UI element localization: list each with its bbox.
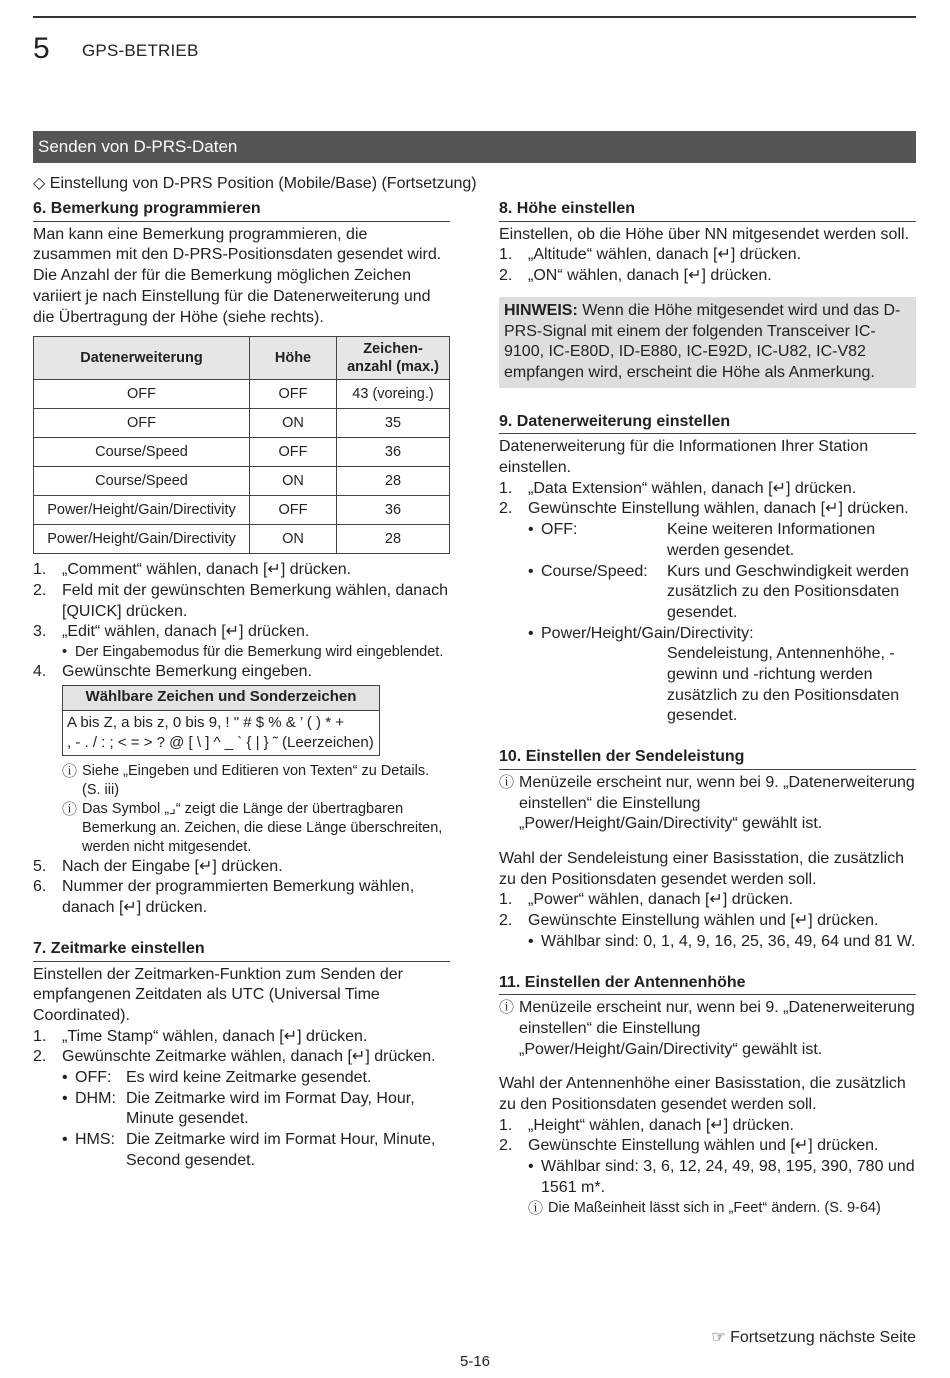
table-cell: OFF	[34, 409, 250, 438]
note: ⓘ Das Symbol „⌟“ zeigt die Länge der übertragbaren Bemerkung an. Zeichen, die diese Länge überschreiten, werden nicht mitgesendet.	[62, 800, 443, 855]
table-cell: OFF	[250, 438, 337, 467]
list-item: 3. „Edit“ wählen, danach [↵] drücken.	[33, 623, 310, 641]
left-column	[33, 199, 450, 1172]
table-cell: 36	[337, 496, 450, 525]
section-7-intro: Einstellen der Zeitmarken-Funktion zum Senden der empfangenen Zeitdaten als UTC (Universal Time Coordinated).	[33, 965, 403, 1024]
note: ⓘ Menüzeile erscheint nur, wenn bei 9. „Datenerweiterung einstellen“ die Einstellung „Power/Height/Gain/Directivity“ gewählt ist.	[499, 773, 916, 835]
section-9-intro: Datenerweiterung für die Informationen Ihrer Station einstellen.	[499, 438, 869, 477]
list-item: 2. Gewünschte Einstellung wählen und [↵] drücken.	[499, 1137, 879, 1155]
table-cell: ON	[250, 409, 337, 438]
info-icon: ⓘ	[62, 762, 78, 780]
option-item: • Course/Speed: Kurs und Geschwindigkeit werden zusätzlich zu den Positionsdaten gesendet.	[528, 562, 909, 621]
list-item: 1. „Time Stamp“ wählen, danach [↵] drücken.	[33, 1027, 368, 1045]
section-8-title: 8. Höhe einstellen	[499, 199, 916, 222]
table-header: Zeichen- anzahl (max.)	[337, 337, 450, 380]
info-icon: ⓘ	[528, 1199, 544, 1217]
option-item: • DHM: Die Zeitmarke wird im Format Day, Hour, Minute gesendet.	[62, 1089, 415, 1128]
continue-note: ☞ Fortsetzung nächste Seite	[711, 1329, 916, 1346]
table-row	[34, 438, 450, 467]
section-banner: Senden von D-PRS-Daten	[33, 131, 916, 163]
table-cell: ON	[250, 467, 337, 496]
list-item: 2. Gewünschte Zeitmarke wählen, danach [↵] drücken.	[33, 1048, 436, 1066]
info-icon: ⓘ	[499, 999, 515, 1017]
section-6-intro: Man kann eine Bemerkung programmieren, die zusammen mit den D-PRS-Positionsdaten gesendet wird. Die Anzahl der für die Bemerkung möglichen Zeichen variiert je nach Einstellung für die Datenerweiterung und die Übertragung der Höhe (siehe rechts).	[33, 225, 442, 326]
table-cell: 36	[337, 438, 450, 467]
list-item: • Power/Height/Gain/Directivity:	[528, 624, 754, 642]
section-9-title: 9. Datenerweiterung einstellen	[499, 412, 916, 435]
list-item: 2. Gewünschte Einstellung wählen, danach [↵] drücken.	[499, 500, 909, 518]
hinweis-box: HINWEIS: Wenn die Höhe mitgesendet wird und das D-PRS-Signal mit einem der folgenden Transceiver IC-9100, IC-E80D, ID-E880, IC-E92D, IC-U82, IC-V82 empfangen wird, erscheint die Höhe als Anmerkung.	[499, 297, 916, 388]
list-item: 2. Gewünschte Einstellung wählen und [↵] drücken.	[499, 912, 879, 930]
list-item: • Wählbar sind: 0, 1, 4, 9, 16, 25, 36, 49, 64 und 81 W.	[528, 932, 916, 950]
section-6-title: 6. Bemerkung programmieren	[33, 199, 450, 222]
note: ⓘ Die Maßeinheit lässt sich in „Feet“ ändern. (S. 9-64)	[528, 1199, 881, 1217]
chapter-title: GPS-BETRIEB	[82, 41, 199, 60]
table-cell: Power/Height/Gain/Directivity	[34, 525, 250, 554]
header-rule	[33, 16, 916, 18]
chapter-number: 5	[33, 32, 50, 65]
option-item: • OFF: Es wird keine Zeitmarke gesendet.	[62, 1069, 372, 1087]
list-item: 1. „Data Extension“ wählen, danach [↵] drücken.	[499, 479, 857, 497]
table-cell: Power/Height/Gain/Directivity	[34, 496, 250, 525]
table-row	[34, 380, 450, 409]
table-cell: 43 (voreing.)	[337, 380, 450, 409]
option-item: • OFF: Keine weiteren Informationen werden gesendet.	[528, 521, 876, 559]
section-7-title: 7. Zeitmarke einstellen	[33, 939, 450, 962]
section-10-intro: Wahl der Sendeleistung einer Basisstation, die zusätzlich zu den Positionsdaten gesendet werden soll.	[499, 849, 904, 888]
table-header: Datenerweiterung	[34, 337, 250, 380]
list-item: 1. „Altitude“ wählen, danach [↵] drücken.	[499, 246, 802, 264]
table-cell: OFF	[250, 380, 337, 409]
list-item: 1. „Height“ wählen, danach [↵] drücken.	[499, 1116, 794, 1134]
characters-table	[62, 685, 380, 756]
note: ⓘ Menüzeile erscheint nur, wenn bei 9. „Datenerweiterung einstellen“ die Einstellung „Power/Height/Gain/Directivity“ gewählt ist.	[499, 998, 916, 1060]
list-item: 2. Feld mit der gewünschten Bemerkung wählen, danach [QUICK] drücken.	[33, 581, 448, 620]
list-item: 5. Nach der Eingabe [↵] drücken.	[33, 857, 283, 875]
table-cell: OFF	[250, 496, 337, 525]
option-item: • HMS: Die Zeitmarke wird im Format Hour, Minute, Second gesendet.	[62, 1131, 436, 1169]
option-description: Sendeleistung, Antennenhöhe, -gewinn und -richtung werden zusätzlich zu den Positionsdaten gesendet.	[667, 645, 900, 725]
section-11-intro: Wahl der Antennenhöhe einer Basisstation, die zusätzlich zu den Positionsdaten gesendet werden soll.	[499, 1075, 906, 1114]
section-11-title: 11. Einstellen der Antennenhöhe	[499, 973, 916, 996]
table-row	[34, 467, 450, 496]
table-header: Wählbare Zeichen und Sonderzeichen	[63, 685, 380, 710]
list-item: 6. Nummer der programmierten Bemerkung wählen, danach [↵] drücken.	[33, 878, 415, 917]
section-10-title: 10. Einstellen der Sendeleistung	[499, 747, 916, 770]
table-cell: 28	[337, 525, 450, 554]
page-number: 5-16	[459, 1353, 491, 1370]
table-row	[34, 409, 450, 438]
table-header: Höhe	[250, 337, 337, 380]
table-cell: 35	[337, 409, 450, 438]
subheading: ◇ Einstellung von D-PRS Position (Mobile/Base) (Fortsetzung)	[33, 175, 477, 192]
comment-length-table	[33, 336, 450, 554]
diamond-bullet-icon: ◇	[33, 175, 46, 192]
table-cell: ON	[250, 525, 337, 554]
section-8-intro: Einstellen, ob die Höhe über NN mitgesendet werden soll.	[499, 225, 910, 243]
info-icon: ⓘ	[62, 800, 78, 818]
table-cell: Course/Speed	[34, 438, 250, 467]
list-item: 1. „Power“ wählen, danach [↵] drücken.	[499, 891, 794, 909]
list-item: • Wählbar sind: 3, 6, 12, 24, 49, 98, 195, 390, 780 und 1561 m*.	[528, 1158, 915, 1196]
list-item: 2. „ON“ wählen, danach [↵] drücken.	[499, 267, 772, 285]
list-item: • Der Eingabemodus für die Bemerkung wird eingeblendet.	[62, 644, 444, 661]
info-icon: ⓘ	[499, 773, 515, 791]
table-cell: Course/Speed	[34, 467, 250, 496]
table-cell: 28	[337, 467, 450, 496]
table-cell: A bis Z, a bis z, 0 bis 9, ! " # $ % & ’ ( ) * + , - . / : ; < = > ? @ [ \ ] ^ _ ` { | } ˜ (Leerzeichen)	[63, 710, 380, 755]
table-cell: OFF	[34, 380, 250, 409]
list-item: 1. „Comment“ wählen, danach [↵] drücken.	[33, 561, 352, 579]
table-row	[34, 496, 450, 525]
right-column	[499, 199, 916, 1218]
list-item: 4. Gewünschte Bemerkung eingeben.	[33, 663, 312, 681]
note: ⓘ Siehe „Eingeben und Editieren von Texten“ zu Details. (S. iii)	[62, 762, 430, 798]
table-row	[34, 525, 450, 554]
